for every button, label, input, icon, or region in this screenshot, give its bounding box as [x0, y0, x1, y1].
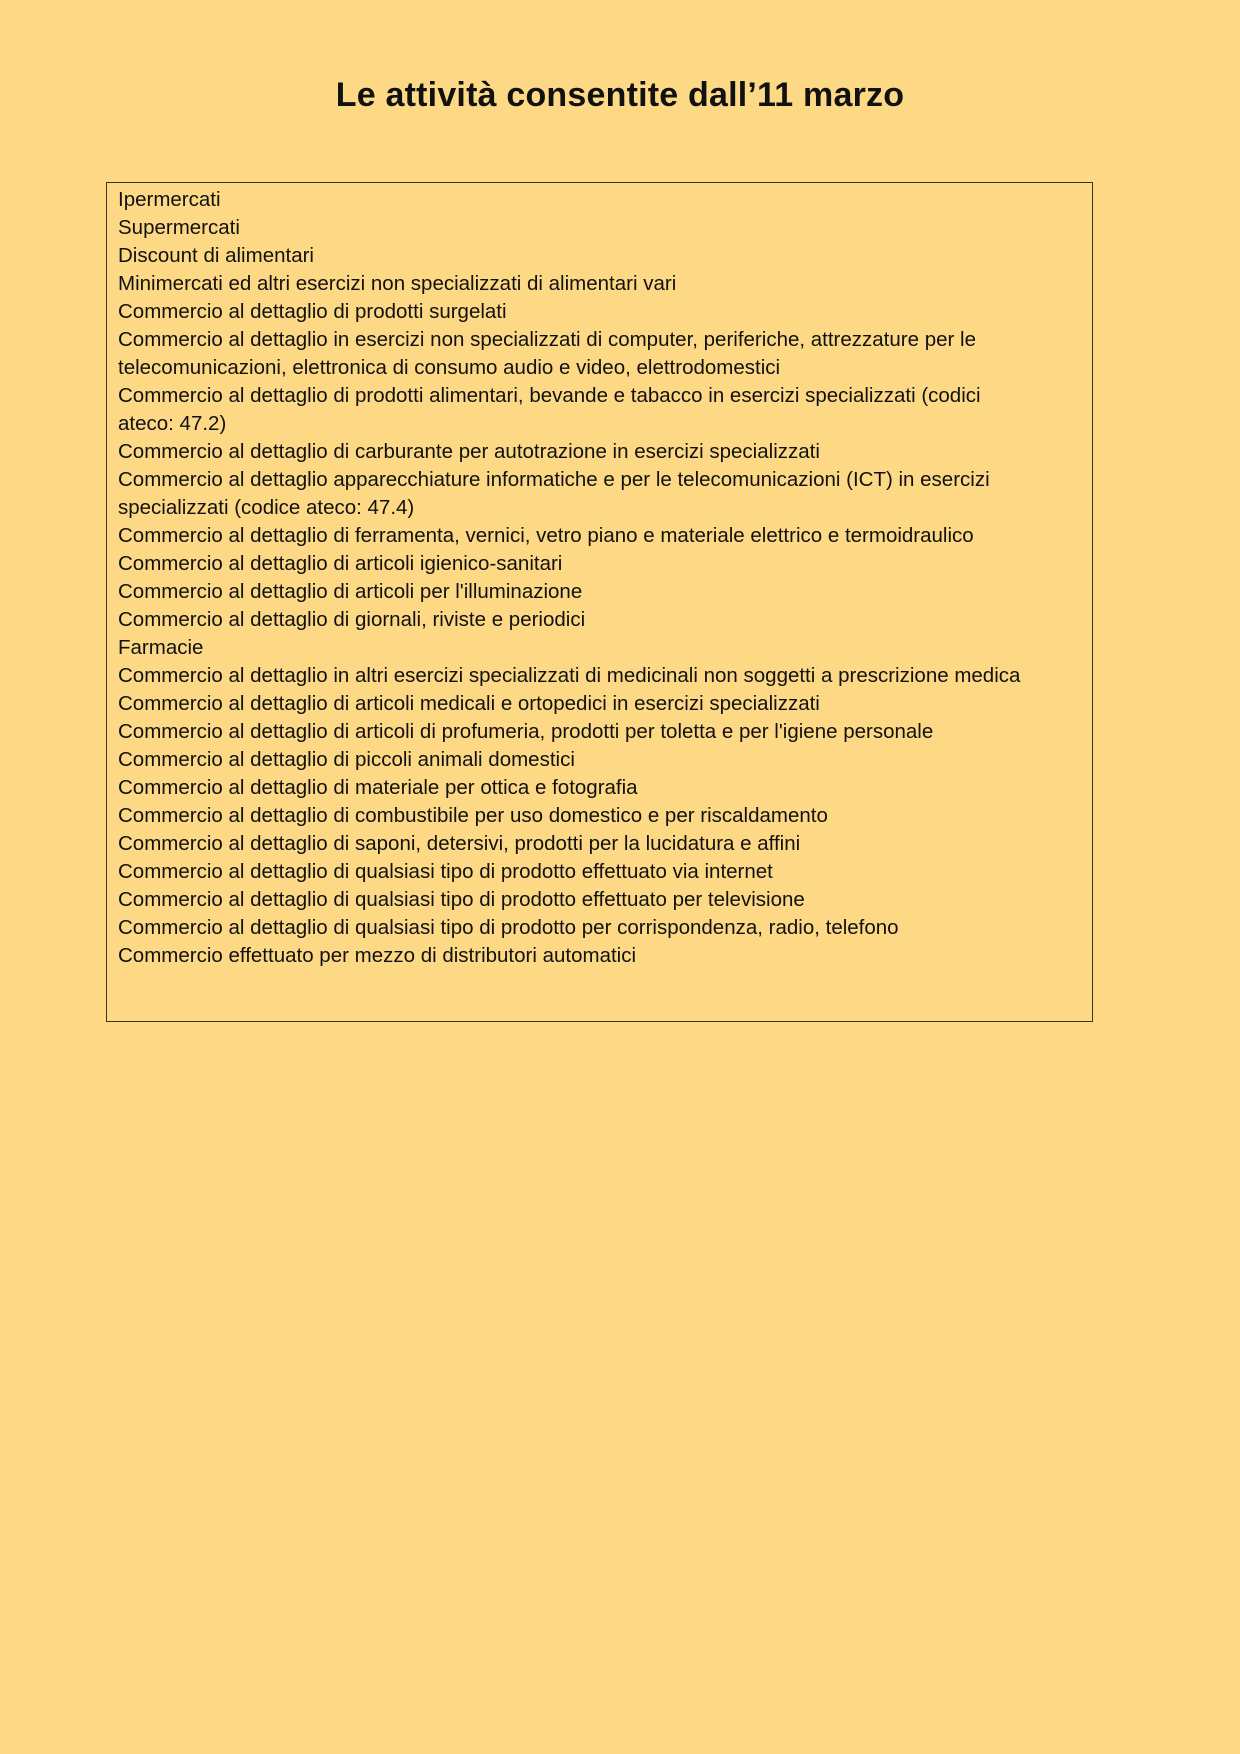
list-item: Commercio al dettaglio in esercizi non specializzati di computer, periferiche, attrezzature per le telecomunicazioni, elettronica di consumo audio e video, elettrodomestici — [118, 328, 976, 379]
list-item: Commercio al dettaglio di saponi, detersivi, prodotti per la lucidatura e affini — [118, 832, 801, 855]
list-item: Supermercati — [118, 216, 240, 239]
list-item: Commercio al dettaglio di articoli per l'illuminazione — [118, 580, 583, 603]
list-item: Commercio al dettaglio di qualsiasi tipo di prodotto per corrispondenza, radio, telefono — [118, 916, 899, 939]
list-item: Commercio al dettaglio di articoli medicali e ortopedici in esercizi specializzati — [118, 692, 820, 715]
list-item: Commercio al dettaglio di carburante per autotrazione in esercizi specializzati — [118, 440, 820, 463]
list-item: Commercio al dettaglio di qualsiasi tipo di prodotto effettuato per televisione — [118, 888, 805, 911]
list-item: Farmacie — [118, 636, 204, 659]
list-item: Commercio al dettaglio apparecchiature informatiche e per le telecomunicazioni (ICT) in esercizi specializzati (codice ateco: 47.4) — [118, 468, 990, 519]
list-item: Commercio al dettaglio in altri esercizi specializzati di medicinali non soggetti a prescrizione medica — [118, 664, 1021, 687]
list-item: Commercio effettuato per mezzo di distributori automatici — [118, 944, 637, 967]
list-item: Commercio al dettaglio di combustibile per uso domestico e per riscaldamento — [118, 804, 828, 827]
list-item: Commercio al dettaglio di piccoli animali domestici — [118, 748, 575, 771]
activities-list — [118, 186, 1028, 970]
list-item: Commercio al dettaglio di prodotti alimentari, bevande e tabacco in esercizi specializzati (codici ateco: 47.2) — [118, 384, 981, 435]
list-item: Commercio al dettaglio di materiale per ottica e fotografia — [118, 776, 638, 799]
list-item: Commercio al dettaglio di ferramenta, vernici, vetro piano e materiale elettrico e termoidraulico — [118, 524, 974, 547]
list-item: Commercio al dettaglio di giornali, riviste e periodici — [118, 608, 586, 631]
activities-box — [106, 182, 1093, 1022]
list-item: Ipermercati — [118, 188, 221, 211]
list-item: Commercio al dettaglio di qualsiasi tipo di prodotto effettuato via internet — [118, 860, 773, 883]
list-item: Commercio al dettaglio di prodotti surgelati — [118, 300, 507, 323]
list-item: Commercio al dettaglio di articoli igienico-sanitari — [118, 552, 563, 575]
page-title: Le attività consentite dall’11 marzo — [335, 76, 905, 114]
list-item: Minimercati ed altri esercizi non specializzati di alimentari vari — [118, 272, 677, 295]
list-item: Discount di alimentari — [118, 244, 314, 267]
list-item: Commercio al dettaglio di articoli di profumeria, prodotti per toletta e per l'igiene personale — [118, 720, 934, 743]
